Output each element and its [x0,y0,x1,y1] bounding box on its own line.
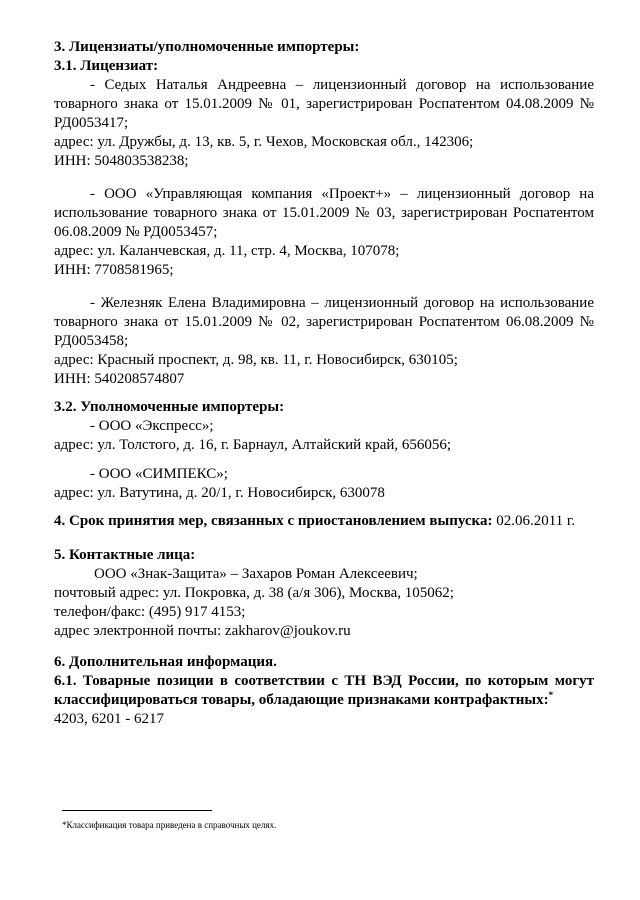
licensee-3-address: адрес: Красный проспект, д. 98, кв. 11, г. Новосибирск, 630105; [54,352,458,368]
section-3 [54,38,594,76]
section-6-1-text [54,672,594,710]
footnote-divider [62,810,212,811]
contact-person: ООО «Знак-Защита» – Захаров Роман Алексеевич; [94,566,418,582]
importer-2-name: - ООО «СИМПЕКС»; [90,466,228,482]
section-6-1-body: 6.1. Товарные позиции в соответствии с ТН ВЭД России, по которым могут классифицироваться товары, обладающие признаками контрафактных: [54,673,594,708]
section-4 [54,512,594,531]
importer-1-address: адрес: ул. Толстого, д. 16, г. Барнаул, Алтайский край, 656056; [54,437,452,453]
importer-1-name: - ООО «Экспресс»; [90,418,214,434]
section-3-1-heading: 3.1. Лицензиат: [54,58,159,74]
phone-fax: телефон/факс: (495) 917 4153; [54,604,246,620]
licensee-1-address: адрес: ул. Дружбы, д. 13, кв. 5, г. Чехов, Московская обл., 142306; [54,134,474,150]
section-5-heading: 5. Контактные лица: [54,547,196,563]
licensee-2-inn: ИНН: 7708581965; [54,262,174,278]
section-3-2-heading: 3.2. Уполномоченные импортеры: [54,399,285,415]
suspension-date: 02.06.2011 г. [492,513,576,529]
section-6-heading: 6. Дополнительная информация. [54,654,277,670]
licensee-1-text: - Седых Наталья Андреевна – лицензионный договор на использование товарного знака от 15.01.2009 № 01, зарегистрирован Роспатентом 04.08.2009 № РД0053417; [54,77,594,131]
postal-address: почтовый адрес: ул. Покровка, д. 38 (а/я 306), Москва, 105062; [54,585,454,601]
licensee-3-text: - Железняк Елена Владимировна – лицензионный договор на использование товарного знака от 15.01.2009 № 02, зарегистрирован Роспатентом 06.08.2009 № РД0053458; [54,295,594,349]
hs-codes: 4203, 6201 - 6217 [54,711,164,727]
licensee-2-text: - ООО «Управляющая компания «Проект+» – лицензионный договор на использование товарного знака от 15.01.2009 № 03, зарегистрирован Роспатентом 06.08.2009 № РД0053457; [54,186,594,240]
licensee-3-inn: ИНН: 540208574807 [54,371,185,387]
email-address: адрес электронной почты: zakharov@joukov.ru [54,623,351,639]
licensee-1-inn: ИНН: 504803538238; [54,153,189,169]
section-3-heading: 3. Лицензиаты/уполномоченные импортеры: [54,39,360,55]
footnote-text: *Классификация товара приведена в справочных целях. [62,820,277,830]
licensee-2-address: адрес: ул. Каланчевская, д. 11, стр. 4, Москва, 107078; [54,243,400,259]
footnote-mark: * [548,690,554,700]
importer-2-address: адрес: ул. Ватутина, д. 20/1, г. Новосибирск, 630078 [54,485,385,501]
section-4-heading: 4. Срок принятия мер, связанных с приостановлением выпуска: [54,513,493,529]
